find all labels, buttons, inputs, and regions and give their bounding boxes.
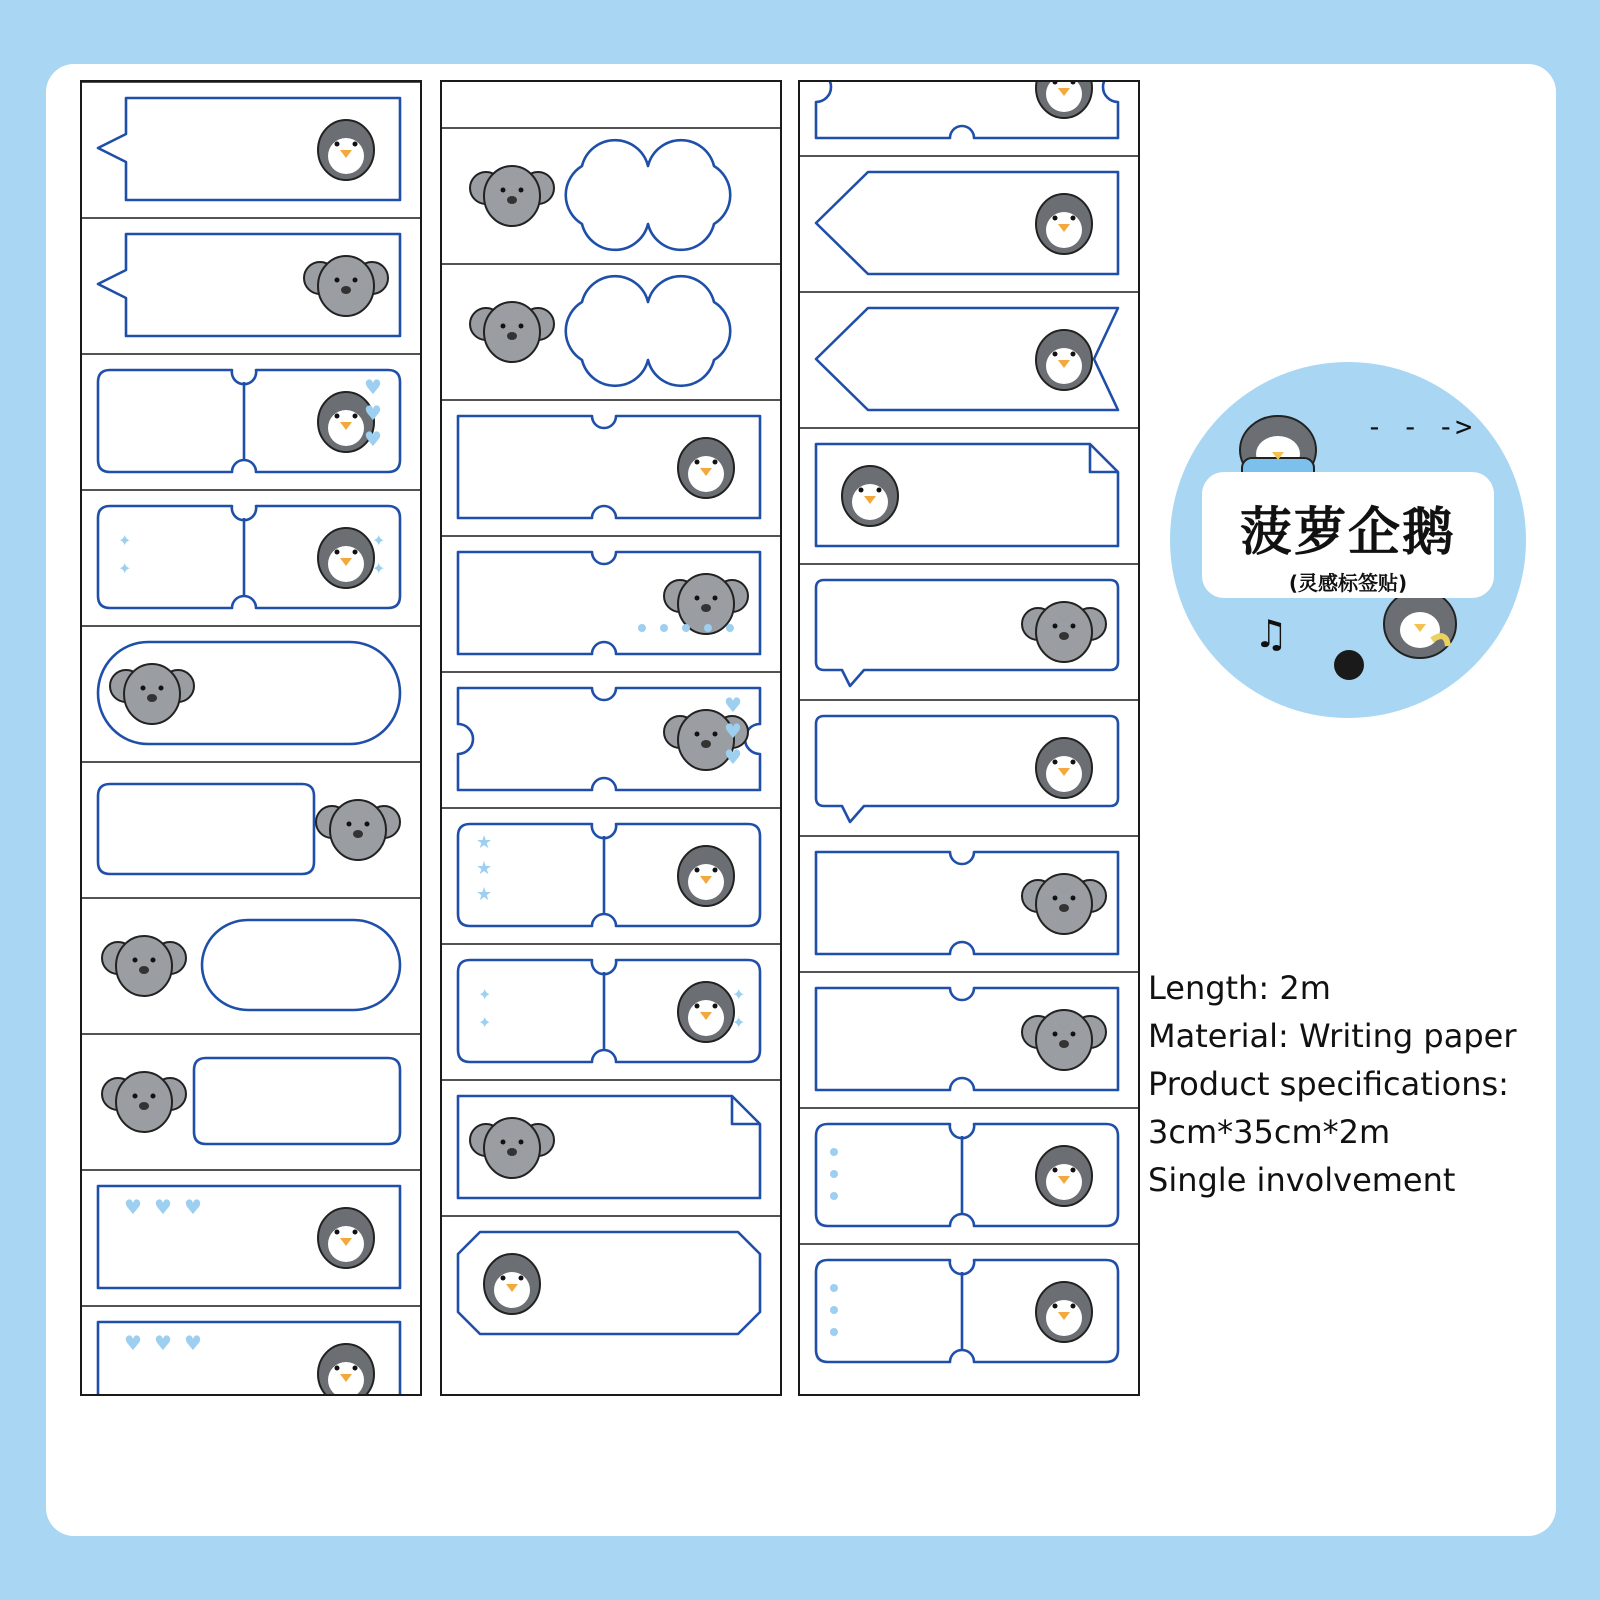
sticker-label <box>800 292 1138 410</box>
hedgehog-banana-icon <box>1036 194 1092 254</box>
star-icon: ★ <box>476 832 493 853</box>
sticker-label <box>82 898 420 1010</box>
heart-icon: ♥ <box>364 427 382 451</box>
dot-icon <box>830 1148 838 1156</box>
heart-icon: ♥ <box>724 745 742 769</box>
penguin-laptop-icon <box>1036 330 1092 390</box>
spec-length: Length: 2m <box>1148 969 1331 1007</box>
hedgehog-star-icon <box>678 846 734 906</box>
penguin-letter-icon <box>1036 738 1092 798</box>
koala-icon <box>110 664 194 724</box>
star-icon: ★ <box>476 858 493 879</box>
penguin-heart-icon <box>318 1208 374 1268</box>
hearts-vertical-decoration <box>364 375 382 451</box>
stars-vertical-decoration <box>476 832 492 905</box>
dot-icon <box>830 1328 838 1336</box>
dot-icon <box>830 1170 838 1178</box>
koala-headphones-icon <box>304 256 388 316</box>
sticker-label <box>800 82 1138 138</box>
hearts-row-decoration <box>124 1331 202 1355</box>
dot-icon <box>660 624 668 632</box>
product-specs <box>1148 964 1568 1204</box>
penguin-cookie-icon <box>1036 1146 1092 1206</box>
sticker-label <box>82 82 420 200</box>
penguin-cherry-icon <box>484 1254 540 1314</box>
strip-right-graphics <box>800 82 1138 1394</box>
hedgehog-banana-icon <box>1384 590 1456 658</box>
penguin-earmuffs-icon <box>1036 1282 1092 1342</box>
hearts-vertical-decoration <box>724 693 742 769</box>
sparkle-icon: ✦ <box>372 531 386 550</box>
sticker-label <box>82 626 420 744</box>
koala-bow-icon <box>470 1118 554 1178</box>
spec-product-specifications: Product specifications: <box>1148 1065 1509 1103</box>
penguin-wings-icon <box>1036 82 1092 118</box>
sticker-label <box>82 354 420 472</box>
spec-material: Material: Writing paper <box>1148 1017 1517 1055</box>
cloud-frame <box>566 276 731 386</box>
sticker-label <box>800 972 1138 1090</box>
sticker-label <box>800 836 1138 954</box>
heart-icon: ♥ <box>364 401 382 425</box>
heart-icon: ♥ <box>124 1331 142 1355</box>
music-note-icon: ♫ <box>1254 612 1289 656</box>
brand-badge <box>1170 362 1526 718</box>
sticker-label <box>442 808 780 926</box>
sticker-strip-right <box>798 80 1140 1396</box>
penguin-bottle-icon <box>678 438 734 498</box>
sticker-label <box>82 762 420 874</box>
badge-subtitle: (灵感标签贴) <box>1288 571 1408 595</box>
spec-dimensions: 3cm*35cm*2m <box>1148 1113 1391 1151</box>
pill-right-frame <box>202 920 400 1010</box>
koala-pencil-icon <box>102 936 186 996</box>
dot-icon <box>830 1306 838 1314</box>
sticker-label <box>800 1244 1138 1362</box>
strip-left-graphics <box>82 82 420 1394</box>
koala-reading-icon <box>316 800 400 860</box>
rect-right-frame <box>194 1058 400 1144</box>
dot-icon <box>830 1192 838 1200</box>
penguin-bag-icon <box>842 466 898 526</box>
sticker-label <box>442 264 780 386</box>
sticker-label <box>442 944 780 1062</box>
sticker-label <box>82 218 420 336</box>
sparkle-icon: ✦ <box>478 985 492 1004</box>
sticker-label <box>442 1080 780 1198</box>
koala-wand-icon <box>1022 874 1106 934</box>
heart-icon: ♥ <box>154 1331 172 1355</box>
strip-middle-graphics <box>442 82 780 1394</box>
hedgehog-icon <box>318 1344 374 1394</box>
sticker-label <box>82 490 420 608</box>
sparkle-icon: ✦ <box>118 531 132 550</box>
sticker-label <box>442 400 780 518</box>
heart-icon: ♥ <box>724 693 742 717</box>
sticker-label <box>442 1216 780 1334</box>
sticker-label <box>800 428 1138 546</box>
badge-title: 菠萝企鹅 <box>1239 503 1456 563</box>
dot-icon <box>830 1284 838 1292</box>
dot-icon <box>682 624 690 632</box>
dot-icon <box>726 624 734 632</box>
sticker-label <box>800 564 1138 686</box>
penguin-pineapple-icon <box>318 120 374 180</box>
heart-icon: ♥ <box>154 1195 172 1219</box>
badge-label-panel <box>1202 472 1494 598</box>
sticker-label <box>82 1306 420 1394</box>
sticker-strip-left <box>80 80 422 1396</box>
dot-icon <box>704 624 712 632</box>
sticker-label <box>82 1170 420 1288</box>
hedgehog-bow-icon <box>678 982 734 1042</box>
dots-vertical-decoration <box>830 1284 838 1336</box>
sticker-label <box>442 128 780 250</box>
sticker-label <box>800 700 1138 822</box>
mouse-icon <box>1022 602 1106 662</box>
heart-icon: ♥ <box>724 719 742 743</box>
dot-icon <box>638 624 646 632</box>
hearts-row-decoration <box>124 1195 202 1219</box>
logo-dot-icon <box>1334 650 1364 680</box>
sticker-label <box>82 1034 420 1144</box>
koala-noodles-icon <box>470 302 554 362</box>
sticker-label <box>800 156 1138 274</box>
sticker-label <box>442 672 780 790</box>
cloud-frame <box>566 140 731 250</box>
dots-vertical-decoration <box>830 1148 838 1200</box>
koala-car-icon <box>470 166 554 226</box>
heart-icon: ♥ <box>184 1331 202 1355</box>
star-icon: ★ <box>476 884 493 905</box>
sticker-label <box>800 1108 1138 1226</box>
sticker-strip-middle <box>440 80 782 1396</box>
koala-sitting-icon <box>102 1072 186 1132</box>
dashed-arrow-icon: - - -> <box>1366 410 1474 443</box>
sticker-label <box>442 536 780 654</box>
sparkle-icon: ✦ <box>118 559 132 578</box>
penguin-sweater-icon <box>318 528 374 588</box>
sparkle-icon: ✦ <box>372 559 386 578</box>
sparkle-icon: ✦ <box>732 985 746 1004</box>
rounded-rect-frame <box>98 784 314 874</box>
koala-shopping-icon <box>1022 1010 1106 1070</box>
spec-involvement: Single involvement <box>1148 1161 1456 1199</box>
sparkle-icon: ✦ <box>478 1013 492 1032</box>
heart-icon: ♥ <box>124 1195 142 1219</box>
heart-icon: ♥ <box>364 375 382 399</box>
sparkle-icon: ✦ <box>732 1013 746 1032</box>
heart-icon: ♥ <box>184 1195 202 1219</box>
